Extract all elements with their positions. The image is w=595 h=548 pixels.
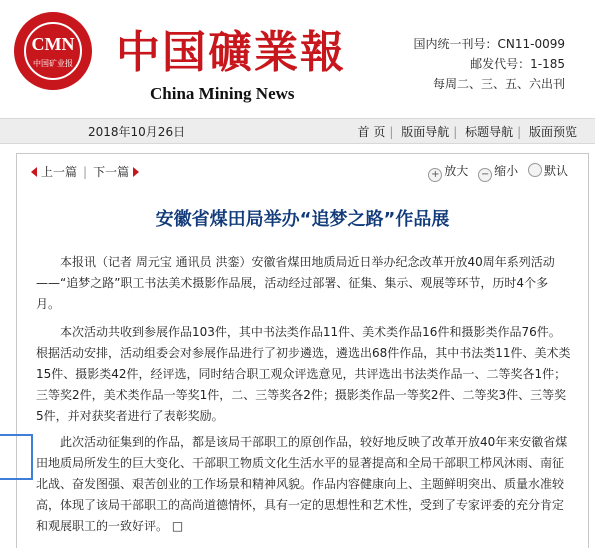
- masthead-title: 中国礦業報: [116, 27, 346, 78]
- masthead-english: China Mining News: [150, 84, 295, 103]
- nav-page-navigation[interactable]: 版面导航: [401, 125, 450, 139]
- nav-title-navigation[interactable]: 标题导航: [465, 125, 514, 139]
- nav-home[interactable]: 首 页: [357, 125, 386, 139]
- article-title: 安徽省煤田局举办“追梦之路”作品展: [155, 209, 450, 230]
- nav-links: 首 页 | 版面导航 | 标题导航 | 版面预览: [354, 123, 582, 140]
- article-panel: [16, 153, 589, 548]
- prev-article-link[interactable]: 上一篇: [41, 165, 78, 179]
- zoom-out-button[interactable]: − 缩小: [478, 164, 518, 178]
- issue-date: 2018年10月26日: [88, 125, 186, 139]
- zoom-in-button[interactable]: + 放大: [428, 164, 468, 178]
- article-pager: 上一篇 | 下一篇: [31, 163, 139, 180]
- postal-code: 邮发代号：1-185: [470, 57, 565, 71]
- next-article-link[interactable]: 下一篇: [93, 165, 130, 179]
- plus-icon: +: [428, 168, 442, 182]
- article-paragraph-3: 此次活动征集到的作品，都是该局干部职工的原创作品，较好地反映了改革开放40年来安徽省煤田地质局所发生的巨大变化、干部职工物质文化生活水平的显著提高和全局干部职工栉风沐雨、南征北战、奋发图强、艰苦创业的工作场景和精神风貌。作品内容健康向上、主题鲜明突出、质量水准较高，体现了该局干部职工的高尚道德情怀，具有一定的思想性和艺术性，受到了专家评委的充分肯定和观展职工的一致好评。 □: [36, 435, 568, 533]
- top-nav-bar: [0, 118, 595, 144]
- cmn-logo: [14, 12, 92, 90]
- article-paragraph-2: 本次活动共收到参展作品103件，其中书法类作品11件、美术类作品16件和摄影类作品76件。根据活动安排，活动组委会对参展作品进行了初步遴选，遴选出68件作品，其中书法类11件、美术类15件、摄影类42件，经评选，同时结合职工观众评选意见，共评选出书法类作品一、二等奖各1件；三等奖2件，美术类作品一等奖1件，二、三等奖各2件；摄影类作品一等奖2件、二等奖3件、三等奖5件，并对获奖者进行了表彰奖励。: [36, 325, 571, 423]
- focus-highlight-box: [0, 434, 33, 480]
- zoom-default-button[interactable]: 默认: [528, 164, 568, 178]
- reset-icon: [528, 163, 542, 177]
- nav-page-preview[interactable]: 版面预览: [528, 125, 577, 139]
- site-header: [0, 0, 595, 112]
- minus-icon: −: [478, 168, 492, 182]
- arrow-right-icon: [133, 167, 139, 177]
- logo-text: CMN: [31, 34, 75, 54]
- publication-schedule: 每周二、三、五、六出刊: [432, 77, 565, 91]
- logo-ring-text: 中国矿业报: [33, 59, 73, 68]
- article-toolbar: [17, 154, 588, 186]
- arrow-left-icon: [31, 167, 37, 177]
- pub-code: 国内统一刊号：CN11-0099: [413, 37, 565, 51]
- publication-info: [414, 34, 566, 94]
- zoom-controls: [422, 162, 568, 182]
- article-paragraph-1: 本报讯（记者 周元宝 通讯员 洪銮）安徽省煤田地质局近日举办纪念改革开放40周年系列活动——“追梦之路”职工书法美术摄影作品展，活动经过部署、征集、集示、观展等环节，历时4个多月。: [36, 255, 555, 311]
